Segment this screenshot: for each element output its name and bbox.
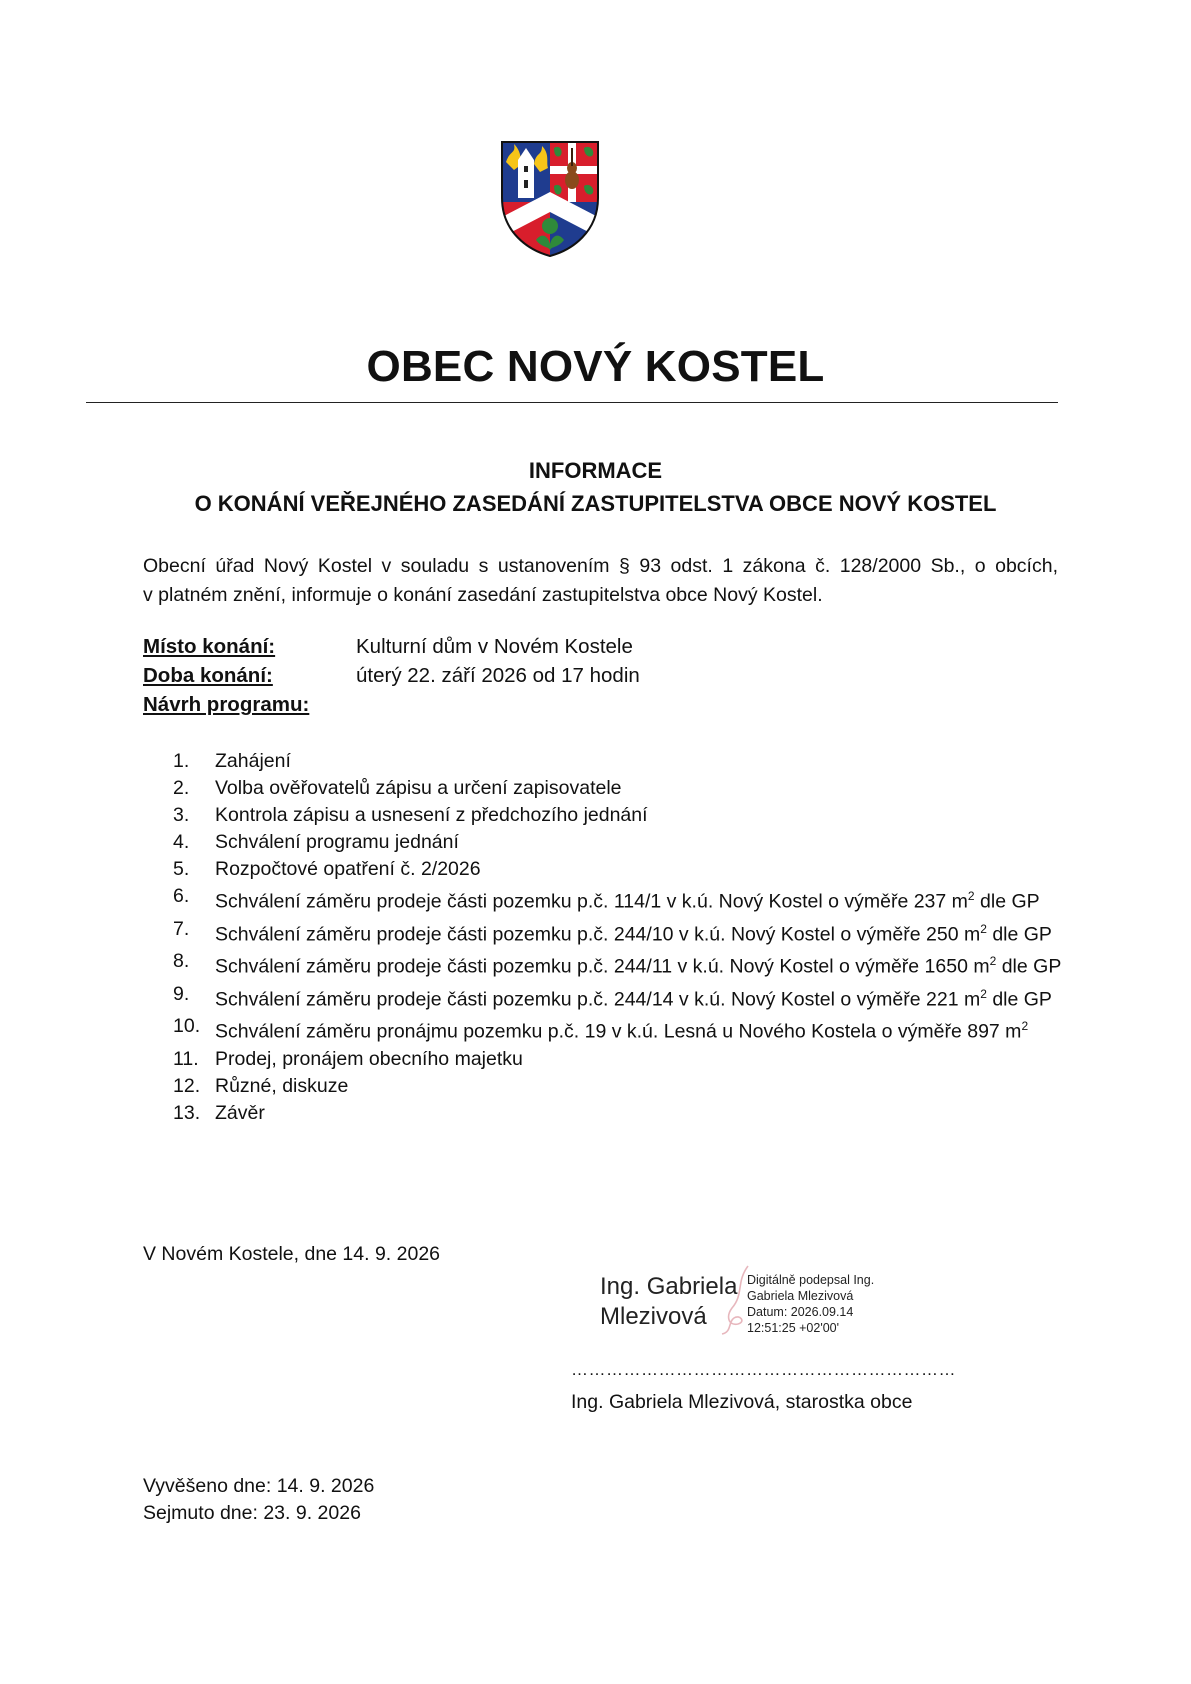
agenda-item-number: 11. [173,1047,199,1070]
signature-dotted-line: ………………………………………………………… [571,1360,956,1379]
agenda-item-number: 5. [173,858,190,880]
agenda-item-text [215,1013,1068,1046]
agenda-item-text [215,916,1068,949]
agenda-item [173,948,1068,981]
agenda-item-text-tail: dle GP [974,890,1040,913]
agenda-item-text-main: Schválení záměru pronájmu pozemku p.č. 19 v k.ú. Lesná u Nového Kostela o výměře 897 m [215,1020,1022,1043]
agenda-item [173,856,1068,883]
signature-meta-line-4: 12:51:25 +02'00' [747,1321,840,1335]
agenda-item-number: 2. [173,777,190,799]
time-label: Doba konání: [143,664,273,687]
agenda-item-number: 13. [173,1101,201,1124]
place-value: Kulturní dům v Novém Kostele [356,635,633,658]
agenda-item-text-main: Schválení záměru prodeje části pozemku p.č. 114/1 v k.ú. Nový Kostel o výměře 237 m [215,890,968,913]
coat-of-arms-svg [500,140,600,258]
crest-acorn [542,218,558,234]
removed-date: Sejmuto dne: 23. 9. 2026 [143,1502,361,1524]
agenda-item-superscript: 2 [967,889,975,903]
digital-signature [600,1272,900,1342]
signature-meta-line-3: Datum: 2026.09.14 [747,1305,854,1319]
agenda-item-text: Rozpočtové opatření č. 2/2026 [215,858,481,880]
agenda-item-text [215,948,1068,981]
agenda-item [173,1073,1068,1100]
agenda-item-number: 1. [173,750,190,772]
agenda-item-number: 10. [173,1015,201,1037]
intro-line-2: v platném znění, informuje o konání zasedání zastupitelstva obce Nový Kostel. [143,584,823,606]
signature-metadata [747,1272,907,1336]
agenda-item [173,883,1068,916]
program-label: Návrh programu: [143,693,310,716]
agenda-item-number: 8. [173,950,190,972]
agenda-item-number: 4. [173,831,190,853]
agenda-item-superscript: 2 [1021,1019,1029,1033]
agenda-item-text: Závěr [215,1101,265,1124]
title-divider [86,402,1058,403]
agenda-item-text-main: Schválení záměru prodeje části pozemku p.č. 244/11 v k.ú. Nový Kostel o výměře 1650 m [215,955,990,978]
agenda-item-text: Různé, diskuze [215,1074,349,1097]
agenda-item-text [215,981,1068,1014]
signature-meta-line-2: Gabriela Mlezivová [747,1289,854,1303]
agenda-item [173,748,1068,775]
signature-name [600,1272,737,1332]
agenda-item-superscript: 2 [980,986,987,1001]
agenda-item-text: Zahájení [215,750,291,772]
signature-name-line-1: Ing. Gabriela [600,1273,738,1300]
agenda-item [173,802,1068,829]
agenda-item [173,916,1068,949]
agenda-item [173,981,1068,1014]
notice-subheading: O KONÁNÍ VEŘEJNÉHO ZASEDÁNÍ ZASTUPITELSTVA OBCE NOVÝ KOSTEL [194,491,997,516]
agenda-item-text: Prodej, pronájem obecního majetku [215,1047,523,1070]
place-label: Místo konání: [143,635,276,658]
signer-name: Ing. Gabriela Mlezivová, starostka obce [571,1391,913,1413]
coat-of-arms-icon [500,140,600,258]
agenda-item-text [215,883,1068,916]
intro-line-1: Obecní úřad Nový Kostel v souladu s ustanovením § 93 odst. 1 zákona č. 128/2000 Sb., o obcích, [143,555,1058,577]
intro-paragraph [143,552,1058,610]
signature-meta-line-1: Digitálně podepsal Ing. [747,1273,875,1287]
agenda-item-text-tail: dle GP [996,955,1062,978]
agenda-item [173,1046,1068,1073]
agenda-item [173,775,1068,802]
agenda-item-text-tail: dle GP [986,923,1052,945]
posted-date: Vyvěšeno dne: 14. 9. 2026 [143,1475,375,1497]
date-line: V Novém Kostele, dne 14. 9. 2026 [143,1243,441,1265]
agenda-item-number: 3. [173,804,190,826]
agenda-item [173,829,1068,856]
agenda-item-superscript: 2 [980,921,987,936]
agenda-item-superscript: 2 [989,954,997,968]
crest-tower [518,160,534,198]
organization-title: OBEC NOVÝ KOSTEL [366,342,825,391]
agenda-list [173,748,1068,1127]
agenda-item-number: 6. [173,885,190,907]
agenda-item-number: 9. [173,982,190,1005]
agenda-item-text: Volba ověřovatelů zápisu a určení zapisovatele [215,777,622,799]
agenda-item-text: Schválení programu jednání [215,831,459,853]
agenda-item-number: 12. [173,1074,201,1097]
signature-name-line-2: Mlezivová [600,1303,707,1330]
agenda-item-text-main: Schválení záměru prodeje části pozemku p.č. 244/10 v k.ú. Nový Kostel o výměře 250 m [215,923,981,945]
agenda-item-text-tail: dle GP [986,988,1052,1010]
time-value: úterý 22. září 2026 od 17 hodin [356,664,640,687]
agenda-item-text-main: Schválení záměru prodeje části pozemku p.č. 244/14 v k.ú. Nový Kostel o výměře 221 m [215,988,981,1010]
agenda-item [173,1100,1068,1127]
notice-heading: INFORMACE [528,458,663,483]
agenda-item [173,1013,1068,1046]
agenda-item-text: Kontrola zápisu a usnesení z předchozího jednání [215,804,648,826]
agenda-item-number: 7. [173,917,190,940]
